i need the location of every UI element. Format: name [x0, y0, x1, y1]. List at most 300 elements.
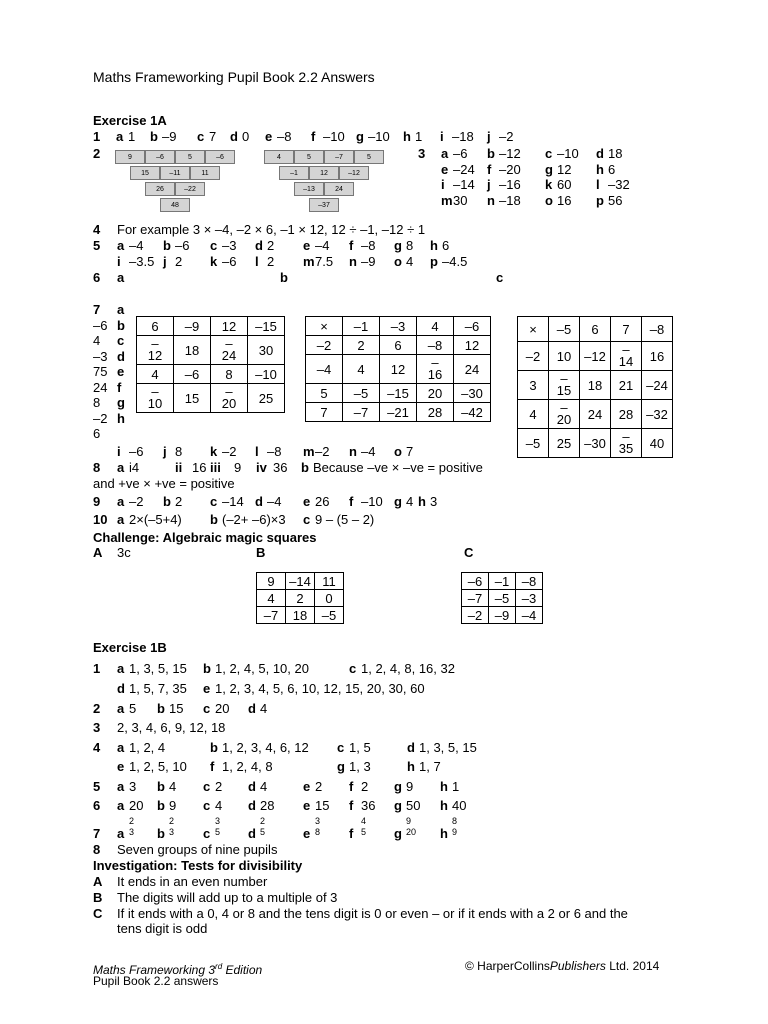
part-label: a [117, 798, 125, 813]
part-answer: 1, 5, 7, 35 [129, 681, 187, 696]
table-cell: 30 [248, 336, 285, 365]
table-cell: 4 [137, 365, 174, 384]
table-cell: –2 [462, 607, 489, 624]
table-cell: –8 [642, 317, 673, 342]
table-row [137, 336, 285, 365]
part-answer: 8 [175, 444, 183, 459]
part-label: b [157, 779, 165, 794]
table-cell: – 14 [611, 342, 642, 371]
ex1a-q7-number: 7 [93, 302, 101, 317]
table-cell: 6 [580, 317, 611, 342]
table-row [518, 342, 673, 371]
part-answer: –6 [453, 146, 468, 161]
table-cell: –9 [489, 607, 516, 624]
part-answer: –18 [452, 129, 474, 144]
part-label: b [157, 701, 165, 716]
part-label: h [430, 238, 438, 253]
part-label: d [248, 701, 256, 716]
part-label: f [487, 161, 492, 177]
part-label: f [349, 826, 354, 841]
investigation-heading: Investigation: Tests for divisibility [93, 858, 303, 873]
part-answer: –20 [499, 161, 521, 177]
table-cell: 3 [518, 371, 549, 400]
part-label: d [117, 681, 125, 696]
part-label: h [440, 779, 448, 794]
table-cell: 28 [417, 403, 454, 422]
part-answer: 1 [128, 129, 136, 144]
part-answer: –14 [222, 494, 244, 509]
part-label: h [440, 826, 448, 841]
table-row [462, 607, 543, 624]
part-answer: –18 [499, 192, 521, 208]
part-answer: 1, 2, 3, 4, 6, 12 [222, 740, 309, 755]
part-answer: 2 [315, 779, 323, 794]
part-answer: 1 [415, 129, 423, 144]
question-number: 8 [93, 842, 101, 857]
part-label: f [349, 798, 354, 813]
challenge-heading: Challenge: Algebraic magic squares [93, 530, 317, 545]
q7-value: –6 [93, 317, 108, 333]
part-label: o [394, 254, 402, 269]
table-cell: –24 [642, 371, 673, 400]
part-label: A [93, 874, 103, 889]
table-cell: 40 [642, 429, 673, 458]
table-cell: 5 [306, 384, 343, 403]
table-cell: –5 [315, 607, 344, 624]
table-cell: –6 [174, 365, 211, 384]
part-answer: –9 [361, 254, 376, 269]
part-label: c [203, 701, 211, 716]
part-label: c [210, 494, 218, 509]
table-cell: –4 [306, 355, 343, 384]
part-answer: –6 [129, 444, 144, 459]
table-cell: 9 [257, 573, 286, 590]
part-label: b [210, 512, 218, 527]
pyramid-brick: 5 [294, 150, 324, 164]
part-label: p [596, 192, 604, 208]
table-cell: 4 [343, 355, 380, 384]
table-cell: 12 [211, 317, 248, 336]
ex1a-q5-number: 5 [93, 238, 101, 253]
part-label: o [394, 444, 402, 459]
part-answer: 15 [169, 701, 184, 716]
part-label: ii [175, 460, 183, 475]
part-answer: 7 [406, 444, 414, 459]
table-cell: –3 [380, 317, 417, 336]
part-label: b [163, 494, 171, 509]
table-cell: 6 [137, 317, 174, 336]
table-row [462, 590, 543, 607]
part-answer: 4 [215, 798, 223, 813]
q7-value: 6 [93, 426, 101, 441]
part-label: b [117, 317, 125, 333]
part-label: m [303, 444, 315, 459]
table-row [462, 573, 543, 590]
part-label: i [440, 129, 444, 144]
part-answer: –4 [267, 494, 282, 509]
part-label: g [356, 129, 364, 144]
part-label: c [349, 661, 357, 676]
part-label: c [117, 333, 125, 348]
part-label: l [255, 254, 259, 269]
part-answer: 6 [442, 238, 450, 253]
table-cell: 11 [315, 573, 344, 590]
ex1a-q3-number: 3 [418, 146, 426, 161]
part-answer: 1, 3, 5, 15 [419, 740, 477, 755]
part-label: a [117, 661, 125, 676]
page-title: Maths Frameworking Pupil Book 2.2 Answers [93, 69, 375, 85]
part-answer: 28 [260, 798, 275, 813]
part-answer: 2 [215, 779, 223, 794]
table-cell: –30 [580, 429, 611, 458]
part-answer: 1, 2, 4, 8, 16, 32 [361, 661, 455, 676]
part-answer: 5 [129, 701, 137, 716]
multiplication-table-a [136, 316, 285, 413]
table-row [137, 384, 285, 413]
part-label: f [117, 379, 122, 395]
table-cell: –7 [343, 403, 380, 422]
part-label: k [210, 444, 218, 459]
table-cell: 7 [611, 317, 642, 342]
part-label: b [487, 146, 495, 161]
part-answer: 26 [315, 494, 330, 509]
part-label: d [255, 238, 263, 253]
part-answer: 15 [315, 798, 330, 813]
part-answer: 1, 5 [349, 740, 371, 755]
part-answer: –6 [222, 254, 237, 269]
part-label: o [545, 192, 553, 208]
fraction-denominator: 20 [406, 827, 417, 837]
table-cell: –15 [380, 384, 417, 403]
challenge-c-label: C [464, 545, 474, 560]
table-cell: – 20 [211, 384, 248, 413]
part-label: b [150, 129, 158, 144]
part-label: a [117, 701, 125, 716]
part-label: k [210, 254, 218, 269]
part-label: g [394, 798, 402, 813]
table-cell: –32 [642, 400, 673, 429]
table-cell: 8 [211, 365, 248, 384]
part-answer: 3 [430, 494, 438, 509]
part-label: g [394, 826, 402, 841]
part-answer: –10 [323, 129, 345, 144]
part-label: c [337, 740, 345, 755]
q7-value: 24 [93, 379, 108, 395]
part-label: g [394, 779, 402, 794]
part-answer: 2 [267, 254, 275, 269]
table-cell: – 20 [549, 400, 580, 429]
part-label: d [407, 740, 415, 755]
part-answer: The digits will add up to a multiple of 3 [117, 890, 338, 905]
question-number: 4 [93, 740, 101, 755]
part-answer: –4 [315, 238, 330, 253]
pyramid-brick: 48 [160, 198, 190, 212]
table-cell: 0 [315, 590, 344, 607]
question-number: 2 [93, 701, 101, 716]
question-number: 6 [93, 798, 101, 813]
table-cell: 2 [286, 590, 315, 607]
part-label: g [394, 238, 402, 253]
part-answer: 9 – (5 – 2) [315, 512, 375, 527]
part-label: a [116, 129, 124, 144]
part-label: e [265, 129, 273, 144]
part-label: a [117, 740, 125, 755]
part-label: a [117, 302, 125, 317]
fraction-denominator: 3 [169, 827, 175, 837]
table-cell: 24 [454, 355, 491, 384]
part-label: g [545, 161, 553, 177]
part-label: e [203, 681, 211, 696]
part-label: i [441, 177, 445, 192]
table-cell: 28 [611, 400, 642, 429]
fraction-numerator: 2 [169, 816, 175, 826]
table-cell: 6 [380, 336, 417, 355]
table-cell: 16 [642, 342, 673, 371]
part-label: f [349, 238, 354, 253]
part-label: h [418, 494, 426, 509]
table-cell: –42 [454, 403, 491, 422]
part-answer: –10 [368, 129, 390, 144]
table-row [257, 607, 344, 624]
table-cell: –21 [380, 403, 417, 422]
part-answer: Seven groups of nine pupils [117, 842, 278, 857]
part-answer: 50 [406, 798, 421, 813]
part-label: c [303, 512, 311, 527]
table-row [306, 384, 491, 403]
part-answer: 4 [406, 494, 414, 509]
fraction-denominator: 5 [260, 827, 266, 837]
part-answer: –32 [608, 177, 630, 192]
part-label: h [403, 129, 411, 144]
q7-value: 4 [93, 333, 101, 348]
part-label: g [117, 395, 125, 410]
pyramid-brick: –6 [145, 150, 175, 164]
table-row [306, 317, 491, 336]
question-number: 5 [93, 779, 101, 794]
table-cell: 18 [174, 336, 211, 365]
part-label: d [255, 494, 263, 509]
part-answer: 16 [192, 460, 207, 475]
part-label: n [349, 254, 357, 269]
part-label: e [303, 826, 311, 841]
table-cell: –3 [516, 590, 543, 607]
part-answer: 30 [453, 192, 468, 208]
q7-value: 75 [93, 364, 108, 379]
part-label: j [487, 129, 491, 144]
q7-value: –2 [93, 410, 108, 426]
part-label: e [441, 161, 449, 177]
part-label: g [394, 494, 402, 509]
fraction-denominator: 3 [129, 827, 135, 837]
investigation-c-continuation: tens digit is odd [117, 921, 208, 936]
table-cell: –7 [462, 590, 489, 607]
part-answer: 20 [129, 798, 144, 813]
table-cell: 20 [417, 384, 454, 403]
part-answer: It ends in an even number [117, 874, 268, 889]
table-row [257, 573, 344, 590]
part-answer: 2, 3, 4, 6, 9, 12, 18 [117, 720, 226, 735]
part-answer: (–2+ –6)×3 [222, 512, 286, 527]
table-cell: 4 [518, 400, 549, 429]
table-cell: – 24 [211, 336, 248, 365]
table-row [137, 365, 285, 384]
table-row [257, 590, 344, 607]
part-answer: –6 [175, 238, 190, 253]
part-answer: 2 [267, 238, 275, 253]
fraction-denominator: 9 [452, 827, 458, 837]
part-label: k [545, 177, 553, 192]
table-cell: –8 [417, 336, 454, 355]
fraction-denominator: 5 [215, 827, 221, 837]
table-cell: 4 [257, 590, 286, 607]
part-answer: –14 [453, 177, 475, 192]
part-answer: 4 [406, 254, 414, 269]
table-row [137, 317, 285, 336]
pyramid-brick: –12 [339, 166, 369, 180]
table-cell: 21 [611, 371, 642, 400]
part-label: d [117, 348, 125, 364]
part-label: d [248, 779, 256, 794]
part-label: i [117, 444, 121, 459]
question-number: 1 [93, 129, 101, 144]
question-number: 8 [93, 460, 101, 475]
table-cell: –2 [306, 336, 343, 355]
pyramid-brick: –11 [160, 166, 190, 180]
part-label: h [596, 161, 604, 177]
table-cell: –5 [518, 429, 549, 458]
part-answer: 9 [406, 779, 414, 794]
part-answer: –8 [267, 444, 282, 459]
part-answer: 1 [452, 779, 460, 794]
part-answer: –2 [129, 494, 144, 509]
part-label: b [203, 661, 211, 676]
part-answer: 40 [452, 798, 467, 813]
ex1a-q2-number: 2 [93, 146, 101, 161]
part-answer: –9 [162, 129, 177, 144]
part-answer: –3.5 [129, 254, 155, 269]
part-label: a [117, 826, 125, 841]
part-answer: –3 [222, 238, 237, 253]
q7-value: –3 [93, 348, 108, 364]
table-cell: 24 [580, 400, 611, 429]
q6-label-c: c [496, 270, 504, 285]
part-label: c [203, 779, 211, 794]
pyramid-brick: 24 [324, 182, 354, 196]
part-answer: 60 [557, 177, 572, 192]
part-label: m [441, 192, 453, 208]
part-answer: 56 [608, 192, 623, 208]
part-answer: –4.5 [442, 254, 468, 269]
question-number: 10 [93, 512, 108, 527]
part-label: l [596, 177, 600, 192]
table-cell: 12 [454, 336, 491, 355]
part-label: g [337, 759, 345, 774]
table-cell: × [518, 317, 549, 342]
part-answer: 1, 2, 4, 8 [222, 759, 273, 774]
part-answer: –4 [129, 238, 144, 253]
table-cell: –2 [518, 342, 549, 371]
part-label: j [163, 444, 167, 459]
part-answer: 7.5 [315, 254, 334, 269]
part-label: b [157, 798, 165, 813]
fraction-numerator: 9 [406, 816, 412, 826]
ex1a-q8-continuation: and +ve × +ve = positive [93, 476, 235, 491]
part-label: a [117, 238, 125, 253]
challenge-a-answer: 3c [117, 545, 131, 560]
part-answer: 12 [557, 161, 572, 177]
table-cell: –9 [174, 317, 211, 336]
ex1a-q6-number: 6 [93, 270, 101, 285]
part-answer: 0 [242, 129, 250, 144]
part-label: i [117, 254, 121, 269]
table-cell: 12 [380, 355, 417, 384]
part-answer: –2 [499, 129, 514, 144]
multiplication-table-b [305, 316, 491, 422]
fraction-numerator: 2 [129, 816, 135, 826]
table-cell: 18 [286, 607, 315, 624]
part-label: c [203, 798, 211, 813]
table-cell: –15 [248, 317, 285, 336]
table-cell: – 10 [137, 384, 174, 413]
question-number: 9 [93, 494, 101, 509]
ex1a-q4-number: 4 [93, 222, 101, 237]
part-answer: 9 [234, 460, 242, 475]
pyramid-brick: 5 [354, 150, 384, 164]
part-answer: 18 [608, 146, 623, 161]
part-answer: 1, 2, 3, 4, 5, 6, 10, 12, 15, 20, 30, 60 [215, 681, 425, 696]
part-answer: –2 [315, 444, 330, 459]
table-cell: –7 [257, 607, 286, 624]
pyramid-brick: 26 [145, 182, 175, 196]
part-label: e [303, 238, 311, 253]
part-answer: 9 [169, 798, 177, 813]
table-cell: –4 [516, 607, 543, 624]
part-answer: i4 [129, 460, 140, 475]
challenge-b-label: B [256, 545, 266, 560]
part-label: a [117, 460, 125, 475]
multiplication-table-c [517, 316, 673, 458]
pyramid-brick: –37 [309, 198, 339, 212]
part-answer: –8 [361, 238, 376, 253]
part-label: n [349, 444, 357, 459]
part-label: d [248, 798, 256, 813]
table-cell: 25 [549, 429, 580, 458]
table-cell: –14 [286, 573, 315, 590]
part-label: B [93, 890, 103, 905]
part-label: j [487, 177, 491, 192]
part-answer: 1, 3, 5, 15 [129, 661, 187, 676]
part-answer: 3 [129, 779, 137, 794]
part-label: h [440, 798, 448, 813]
part-label: e [303, 798, 311, 813]
part-answer: 1, 2, 5, 10 [129, 759, 187, 774]
part-label: h [407, 759, 415, 774]
table-cell: –1 [489, 573, 516, 590]
table-cell: –8 [516, 573, 543, 590]
ex1a-q4-text: For example 3 × –4, –2 × 6, –1 × 12, 12 ÷ –1, –12 ÷ 1 [117, 222, 426, 237]
magic-square-b [256, 572, 344, 624]
part-answer: –8 [277, 129, 292, 144]
table-cell: – 35 [611, 429, 642, 458]
part-label: b [157, 826, 165, 841]
magic-square-c [461, 572, 543, 624]
table-cell: 18 [580, 371, 611, 400]
pyramid-brick: –22 [175, 182, 205, 196]
challenge-a-label: A [93, 545, 103, 560]
part-answer: –2 [222, 444, 237, 459]
pyramid-brick: 9 [115, 150, 145, 164]
table-row [518, 400, 673, 429]
